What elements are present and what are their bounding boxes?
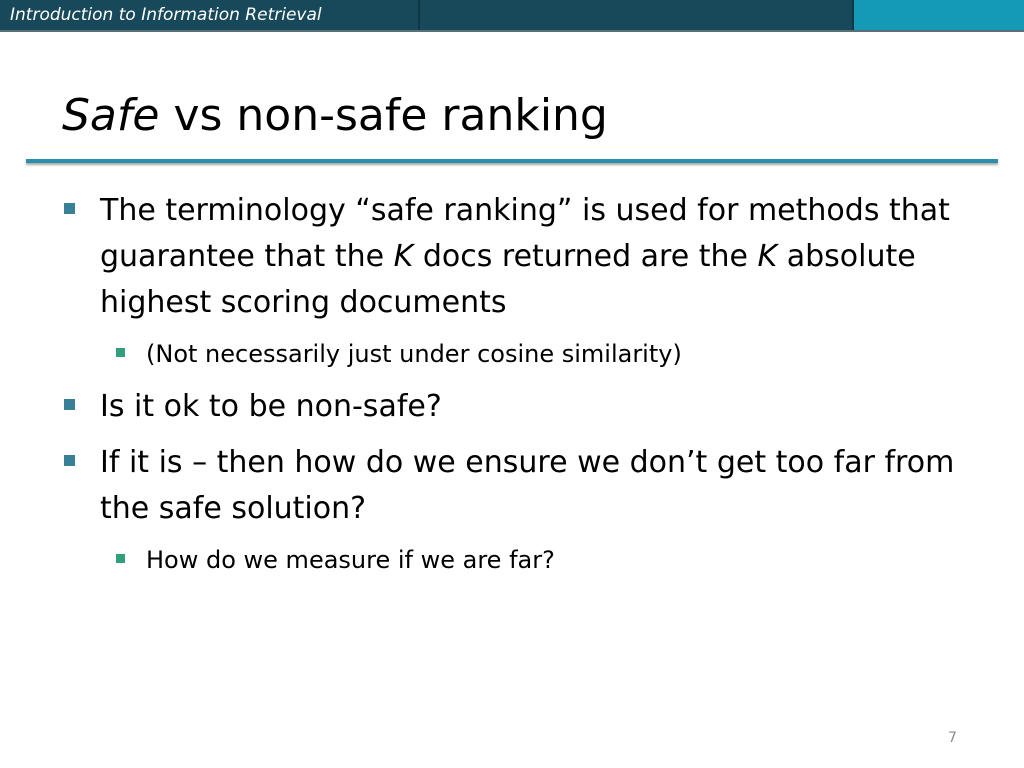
page-number: 7 [948, 730, 957, 746]
variable-k: K [393, 239, 414, 274]
sub-bullet-item [146, 336, 966, 372]
bullet-text: Is it ok to be non-safe? [100, 389, 442, 424]
square-bullet-icon [116, 348, 125, 357]
sub-bullet-text: (Not necessarily just under cosine similarity) [146, 340, 682, 368]
header-underline [0, 30, 1024, 32]
square-bullet-icon [116, 554, 125, 563]
header-middle-panel [420, 0, 852, 32]
bullet-item [100, 188, 960, 326]
bullet-text-part: The terminology “safe ranking” is used for methods that guarantee that the [100, 193, 950, 274]
slide-title-italic: Safe [62, 90, 160, 141]
square-bullet-icon [64, 203, 75, 214]
header-accent-panel [854, 0, 1024, 32]
bullet-text-part: docs returned are the [413, 239, 758, 274]
bullet-text-part: absolute highest scoring documents [100, 239, 916, 320]
slide-title [62, 92, 608, 140]
slide-title-rest: vs non-safe ranking [159, 90, 608, 141]
sub-bullet-item [146, 542, 966, 578]
title-rule [26, 159, 998, 163]
bullet-item [100, 384, 960, 430]
variable-k: K [757, 239, 778, 274]
square-bullet-icon [64, 455, 75, 466]
course-title: Introduction to Information Retrieval [10, 5, 322, 25]
bullet-item [100, 440, 960, 532]
slide-content [0, 188, 1024, 590]
square-bullet-icon [64, 399, 75, 410]
sub-bullet-text: How do we measure if we are far? [146, 546, 555, 574]
header-bar [0, 0, 1024, 32]
bullet-text: If it is – then how do we ensure we don’t get too far from the safe solution? [100, 445, 955, 526]
